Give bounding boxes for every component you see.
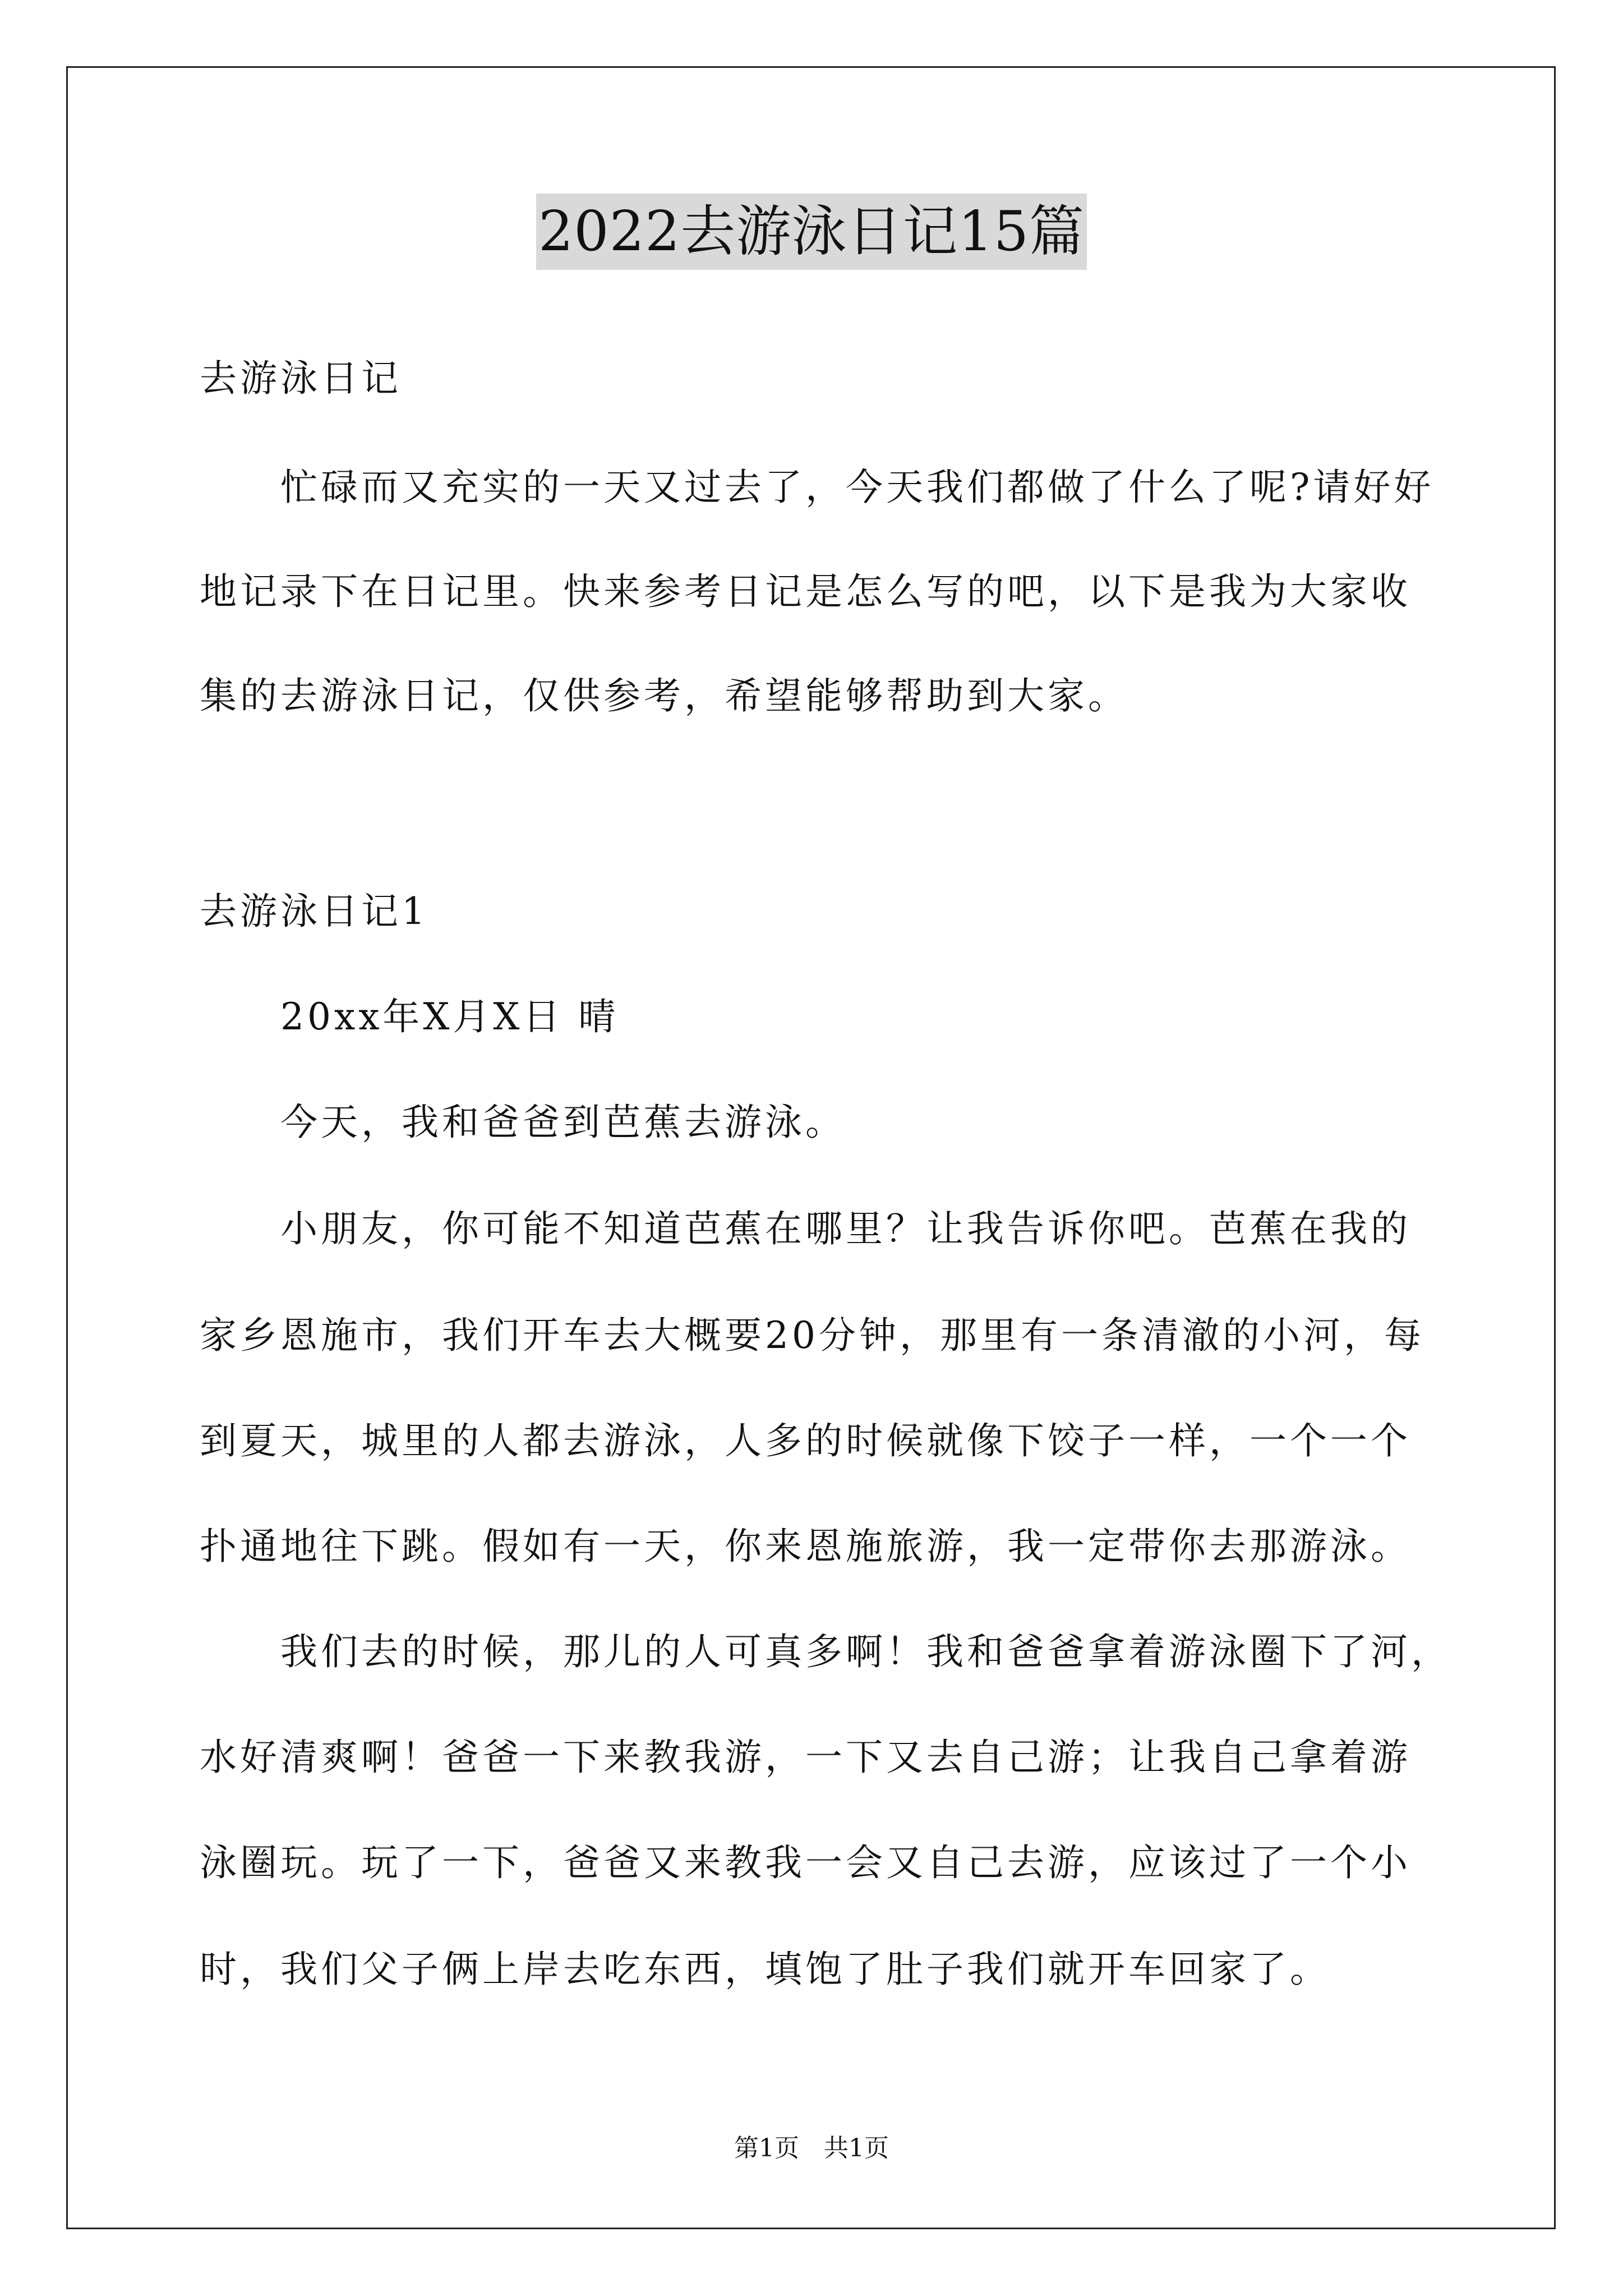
paragraph-line: 小朋友，你可能不知道芭蕉在哪里？让我告诉你吧。芭蕉在我的 <box>280 1207 1411 1250</box>
document-title[interactable]: 2022去游泳日记15篇 <box>536 194 1087 270</box>
intro-line: 集的去游泳日记，仅供参考，希望能够帮助到大家。 <box>200 674 1128 717</box>
intro-line: 地记录下在日记里。快来参考日记是怎么写的吧，以下是我为大家收 <box>200 570 1411 613</box>
paragraph-line: 扑通地往下跳。假如有一天，你来恩施旅游，我一定带你去那游泳。 <box>200 1525 1411 1568</box>
paragraph-line: 家乡恩施市，我们开车去大概要20分钟，那里有一条清澈的小河，每 <box>200 1314 1424 1357</box>
paragraph-line: 到夏天，城里的人都去游泳，人多的时候就像下饺子一样，一个一个 <box>200 1419 1411 1462</box>
intro-line: 忙碌而又充实的一天又过去了，今天我们都做了什么了呢?请好好 <box>280 466 1435 509</box>
page-number-footer: 第1页 共1页 <box>734 2134 889 2162</box>
entry-date: 20xx年X月X日 晴 <box>280 995 619 1038</box>
paragraph-line: 今天，我和爸爸到芭蕉去游泳。 <box>280 1101 846 1144</box>
entry-heading: 去游泳日记1 <box>200 890 428 933</box>
title-container <box>0 194 1623 270</box>
paragraph-line: 水好清爽啊！爸爸一下来教我游，一下又去自己游；让我自己拿着游 <box>200 1736 1411 1779</box>
paragraph-line: 泳圈玩。玩了一下，爸爸又来教我一会又自己去游，应该过了一个小 <box>200 1841 1411 1884</box>
paragraph-line: 时，我们父子俩上岸去吃东西，填饱了肚子我们就开车回家了。 <box>200 1948 1330 1991</box>
paragraph-line: 我们去的时候，那儿的人可真多啊！我和爸爸拿着游泳圈下了河， <box>280 1630 1451 1673</box>
intro-heading: 去游泳日记 <box>200 357 402 400</box>
